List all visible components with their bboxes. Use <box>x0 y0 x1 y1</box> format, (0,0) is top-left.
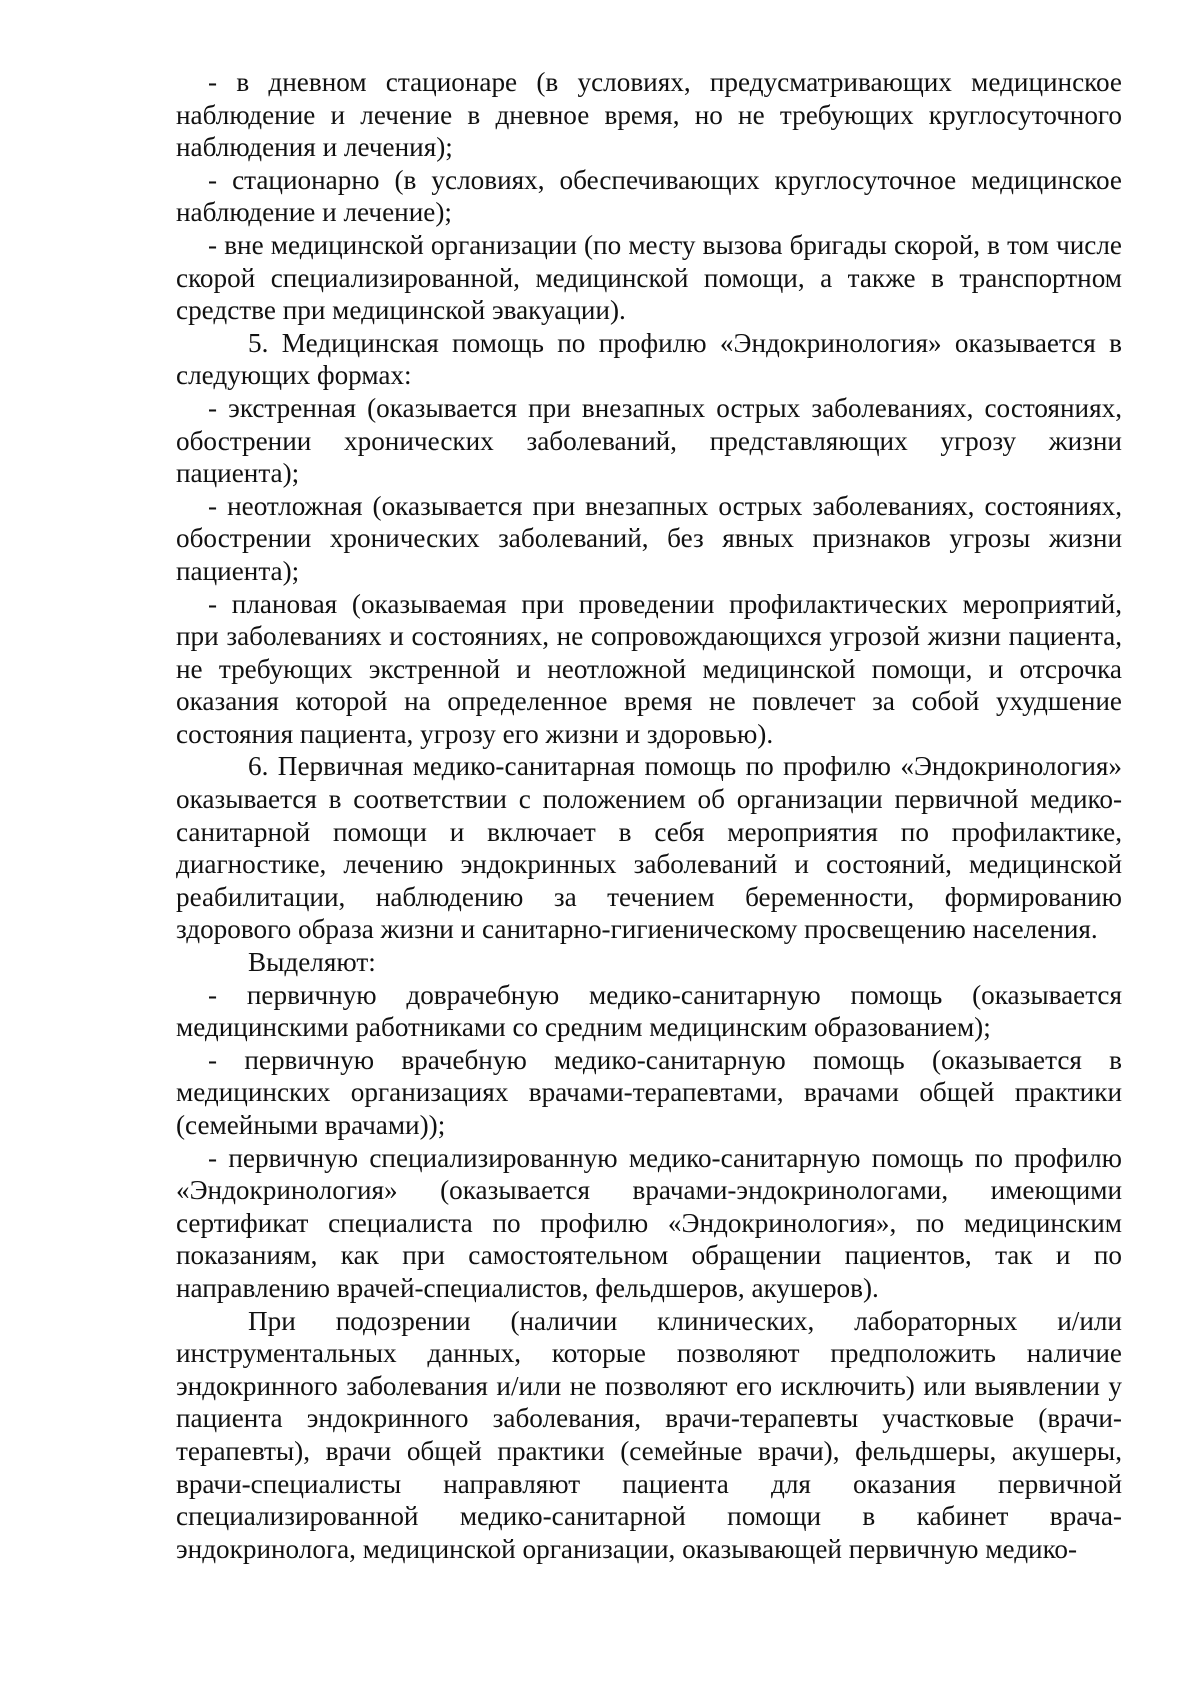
paragraph-emergency: - экстренная (оказывается при внезапных острых заболеваниях, состояниях, обострении хронических заболеваний, представляющих угрозу жизни пациента); <box>176 392 1122 489</box>
paragraph-pre-medical-care: - первичную доврачебную медико-санитарную помощь (оказывается медицинскими работниками со средним медицинским образованием); <box>176 979 1122 1043</box>
paragraph-specialized-care: - первичную специализированную медико-санитарную помощь по профилю «Эндокринология» (оказывается врачами-эндокринологами, имеющими сертификат специалиста по профилю «Эндокринология», по медицинским показаниям, как при самостоятельном обращении пациентов, так и по направлению врачей-специалистов, фельдшеров, акушеров). <box>176 1142 1122 1303</box>
paragraph-day-hospital: - в дневном стационаре (в условиях, предусматривающих медицинское наблюдение и лечение в дневное время, но не требующих круглосуточного наблюдения и лечения); <box>176 67 1122 163</box>
document-page <box>176 66 1122 1565</box>
paragraph-outside-organization: - вне медицинской организации (по месту вызова бригады скорой, в том числе скорой специализированной, медицинской помощи, а также в транспортном средстве при медицинской эвакуации). <box>176 229 1122 326</box>
paragraph-medical-care: - первичную врачебную медико-санитарную помощь (оказывается в медицинских организациях врачами-терапевтами, врачами общей практики (семейными врачами)); <box>176 1044 1122 1140</box>
paragraph-urgent: - неотложная (оказывается при внезапных острых заболеваниях, состояниях, обострении хронических заболеваний, без явных признаков угрозы жизни пациента); <box>176 490 1122 586</box>
paragraph-distinguish: Выделяют: <box>248 947 376 978</box>
paragraph-planned: - плановая (оказываемая при проведении профилактических мероприятий, при заболеваниях и состояниях, не сопровождающихся угрозой жизни пациента, не требующих экстренной и неотложной медицинской помощи, и отсрочка оказания которой на определенное время не повлечет за собой ухудшение состояния пациента, угрозу его жизни и здоровью). <box>176 588 1122 749</box>
paragraph-referral: При подозрении (наличии клинических, лабораторных и/или инструментальных данных, которые позволяют предположить наличие эндокринного заболевания и/или не позволяют его исключить) или выявлении у пациента эндокринного заболевания, врачи-терапевты участковые (врачи-терапевты), врачи общей практики (семейные врачи), фельдшеры, акушеры, врачи-специалисты направляют пациента для оказания первичной специализированной медико-санитарной помощи в кабинет врача-эндокринолога, медицинской организации, оказывающей первичную медико- <box>176 1305 1122 1564</box>
paragraph-inpatient: - стационарно (в условиях, обеспечивающих круглосуточное медицинское наблюдение и лечение); <box>176 164 1122 228</box>
paragraph-item-6: 6. Первичная медико-санитарная помощь по профилю «Эндокринология» оказывается в соответствии с положением об организации первичной медико-санитарной помощи и включает в себя мероприятия по профилактике, диагностике, лечению эндокринных заболеваний и состояний, медицинской реабилитации, наблюдению за течением беременности, формированию здорового образа жизни и санитарно-гигиеническому просвещению населения. <box>176 751 1122 945</box>
paragraph-item-5: 5. Медицинская помощь по профилю «Эндокринология» оказывается в следующих формах: <box>176 327 1122 391</box>
